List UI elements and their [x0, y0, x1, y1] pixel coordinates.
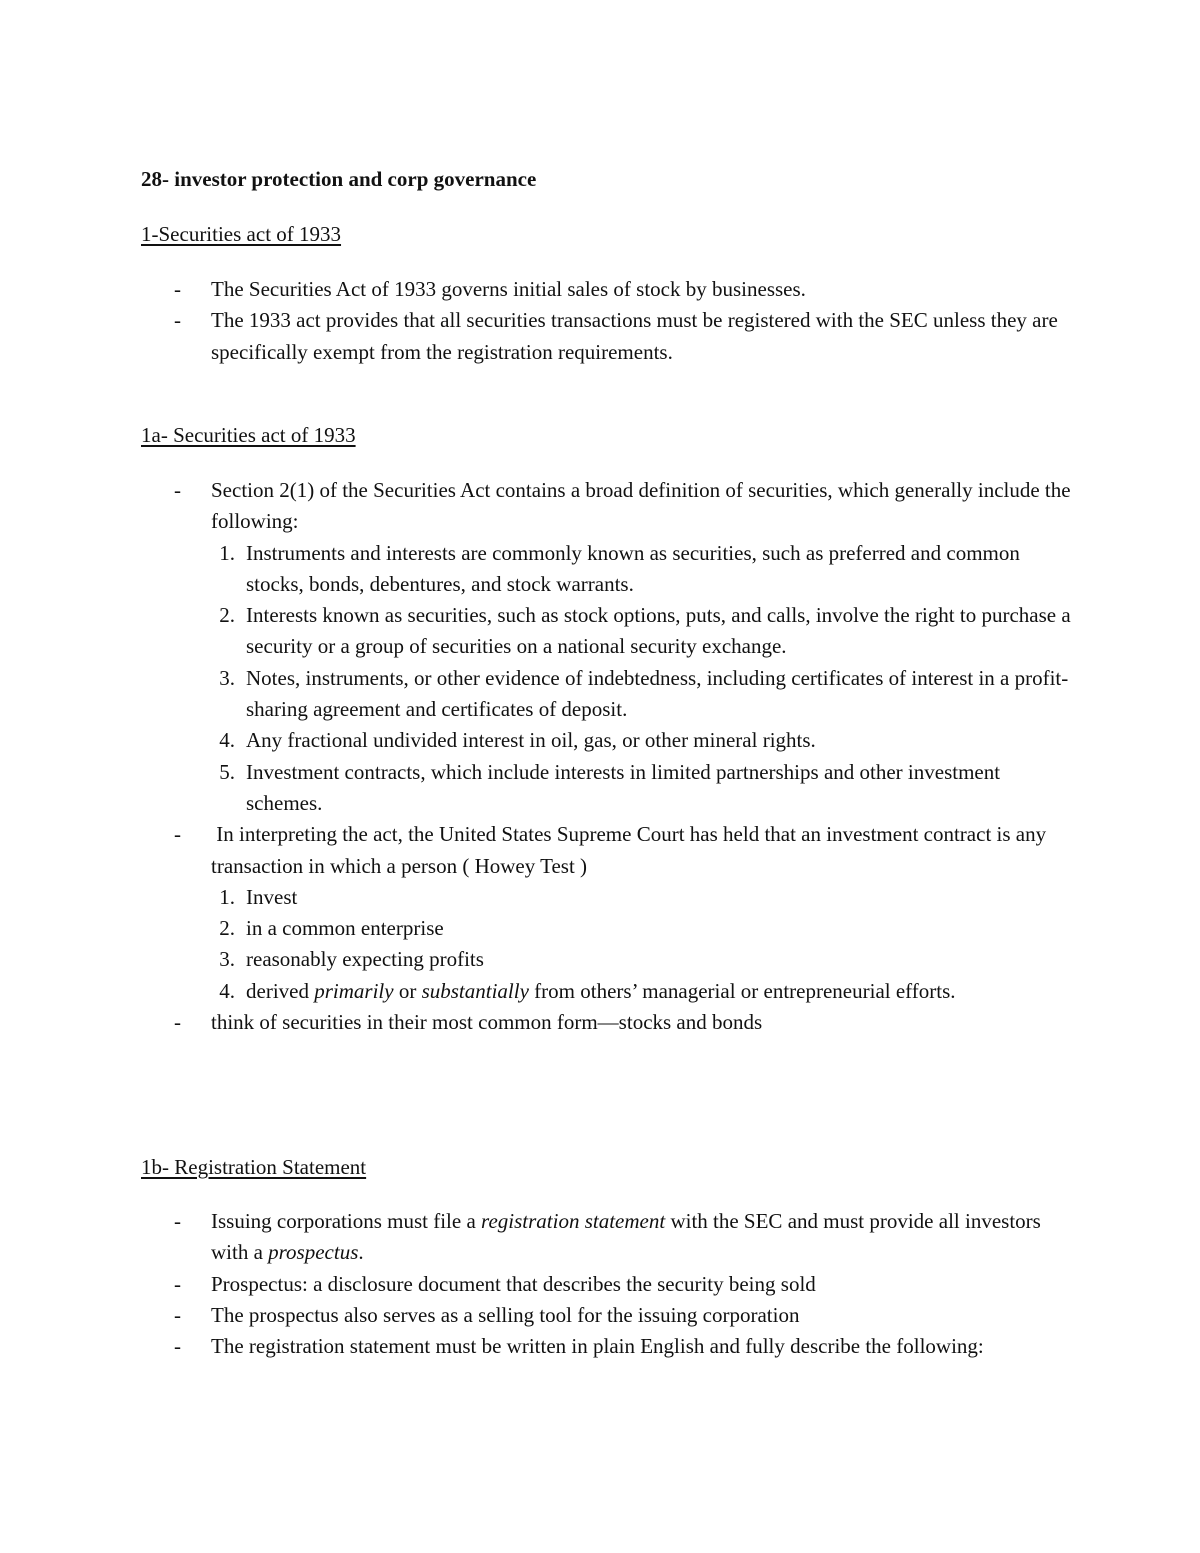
emphasis-substantially: substantially — [421, 978, 529, 1003]
numbered-item — [211, 757, 1071, 820]
emphasis-primarily: primarily — [314, 978, 394, 1003]
text-run: from others’ managerial or entrepreneurial efforts. — [528, 978, 956, 1003]
bullet-dash: - — [174, 1271, 181, 1296]
item-number: 4. — [219, 978, 235, 1003]
item-number: 3. — [219, 665, 235, 690]
item-text: in a common enterprise — [246, 916, 444, 941]
numbered-item — [211, 600, 1071, 663]
item-number: 3. — [219, 947, 235, 972]
list-item — [141, 1269, 1071, 1300]
list-item — [141, 1300, 1071, 1331]
emphasis-prospectus: prospectus — [268, 1240, 359, 1265]
item-number: 5. — [219, 759, 235, 784]
numbered-item — [211, 976, 1071, 1007]
text-run: with the SEC and must provide all investors with a — [211, 1209, 1047, 1265]
text-run: derived — [246, 978, 315, 1003]
bullet-dash: - — [174, 478, 181, 502]
numbered-item — [211, 944, 1071, 975]
bullet-dash: - — [174, 822, 181, 847]
item-number: 2. — [219, 603, 235, 628]
list-item — [141, 1206, 1071, 1269]
bullet-dash: - — [174, 308, 181, 333]
emphasis-registration-statement: registration statement — [481, 1209, 666, 1233]
bullet-text: think of securities in their most common form—stocks and bonds — [211, 1010, 763, 1035]
numbered-item — [211, 913, 1071, 944]
bullet-text: Prospectus: a disclosure document that describes the security being sold — [211, 1271, 816, 1296]
list-item — [141, 305, 1071, 368]
text-run: or — [393, 978, 422, 1003]
section-heading-1a: 1a- Securities act of 1933 — [141, 423, 356, 447]
item-text: reasonably expecting profits — [246, 947, 484, 972]
bullet-dash: - — [174, 277, 181, 301]
bullet-dash: - — [174, 1334, 181, 1359]
bullet-text: The registration statement must be written in plain English and fully describe the following: — [211, 1334, 984, 1359]
numbered-item — [211, 725, 1071, 756]
bullet-text: In interpreting the act, the United States Supreme Court has held that an investment contract is any transaction in which a person ( Howey Test ) — [211, 822, 1052, 878]
item-text: Interests known as securities, such as stock options, puts, and calls, involve the right to purchase a security or a group of securities on a national security exchange. — [246, 603, 1071, 659]
list-item — [141, 475, 1071, 538]
bullet-text: The prospectus also serves as a selling tool for the issuing corporation — [211, 1302, 800, 1327]
item-text: Invest — [246, 884, 298, 909]
bullet-text: Section 2(1) of the Securities Act contains a broad definition of securities, which generally include the following: — [211, 478, 1071, 534]
list-item — [141, 274, 1071, 305]
section-heading-1: 1-Securities act of 1933 — [141, 222, 342, 246]
list-item — [141, 819, 1071, 882]
item-number: 1. — [219, 884, 235, 909]
bullet-text: The Securities Act of 1933 governs initial sales of stock by businesses. — [211, 277, 806, 301]
item-text: Instruments and interests are commonly known as securities, such as preferred and common stocks, bonds, debentures, and stock warrants. — [246, 540, 1020, 596]
item-number: 4. — [219, 728, 235, 753]
list-item — [141, 1007, 1071, 1038]
bullet-dash: - — [174, 1209, 181, 1233]
item-text: Any fractional undivided interest in oil, gas, or other mineral rights. — [246, 728, 816, 753]
section-1b-body — [141, 1206, 1071, 1362]
item-text: Investment contracts, which include interests in limited partnerships and other investment schemes. — [246, 759, 1001, 815]
bullet-text: The 1933 act provides that all securities transactions must be registered with the SEC unless they are specifically exempt from the registration requirements. — [211, 308, 1058, 364]
text-run: . — [358, 1240, 364, 1265]
item-number: 1. — [219, 540, 235, 565]
document-title: 28- investor protection and corp governance — [141, 167, 537, 191]
list-item — [141, 1331, 1071, 1362]
item-text: Notes, instruments, or other evidence of indebtedness, including certificates of interest in a profit-sharing agreement and certificates of deposit. — [246, 665, 1069, 722]
bullet-dash: - — [174, 1010, 181, 1035]
numbered-item — [211, 882, 1071, 913]
text-run: Issuing corporations must file a — [211, 1209, 482, 1233]
section-heading-1b: 1b- Registration Statement — [141, 1155, 367, 1179]
section-1-body — [141, 274, 1071, 368]
item-number: 2. — [219, 916, 235, 941]
bullet-text — [211, 1206, 1071, 1269]
numbered-item — [211, 538, 1071, 601]
section-1a-body — [141, 475, 1071, 1038]
numbered-item — [211, 663, 1071, 726]
bullet-dash: - — [174, 1302, 181, 1327]
item-text — [246, 976, 1071, 1007]
